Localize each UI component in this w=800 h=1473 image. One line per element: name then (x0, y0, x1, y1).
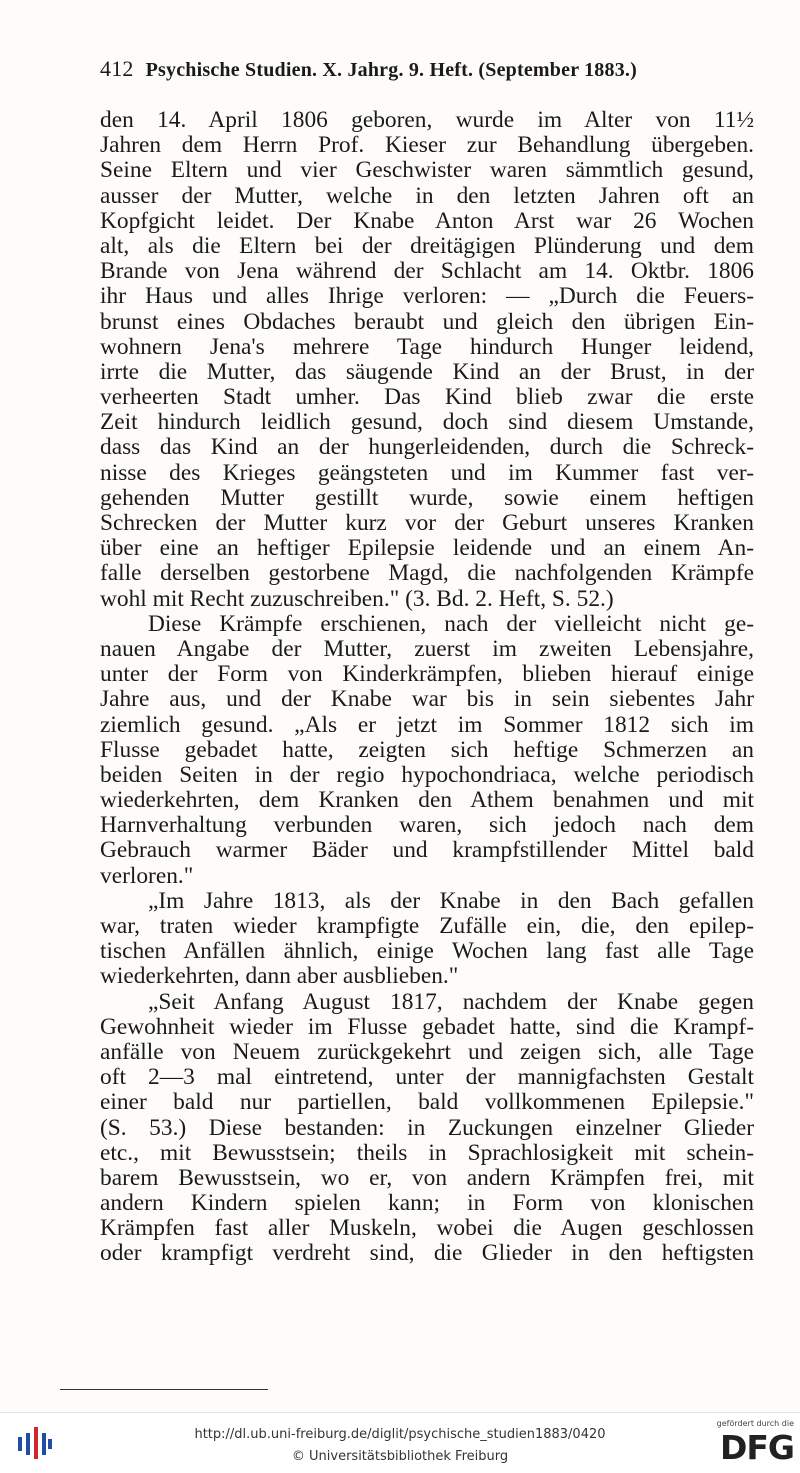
text-line: Gewohnheit wieder im Flusse gebadet hatte, sind die Krampf- (100, 1014, 754, 1040)
text-line: andern Kindern spielen kann; in Form von klonischen (100, 1191, 754, 1217)
text-line: wohnern Jena's mehrere Tage hindurch Hunger leidend, (100, 334, 754, 360)
text-line: brunst eines Obdaches beraubt und gleich den übrigen Ein- (100, 309, 754, 335)
text-line: etc., mit Bewusstsein; theils in Sprachlosigkeit mit schein- (100, 1140, 754, 1166)
text-line: „Seit Anfang August 1817, nachdem der Knabe gegen (148, 989, 754, 1015)
text-line: dass das Kind an der hungerleidenden, durch die Schreck- (100, 435, 754, 461)
text-line: Jahre aus, und der Knabe war bis in sein siebentes Jahr (100, 687, 754, 713)
footer-url[interactable]: http://dl.ub.uni-freiburg.de/diglit/psychische_studien1883/0420 (194, 1427, 606, 1442)
text-line: anfälle von Neuem zurückgekehrt und zeigen sich, alle Tage (100, 1039, 754, 1065)
text-line: Krämpfen fast aller Muskeln, wobei die Augen geschlossen (100, 1216, 754, 1242)
text-line: war, traten wieder krampfigte Zufälle ein, die, den epilep- (100, 914, 754, 939)
text-line: über eine an heftiger Epilepsie leidende und an einem An- (100, 536, 754, 562)
text-line: „Im Jahre 1813, als der Knabe in den Bach gefallen (148, 888, 754, 914)
footer-bar (0, 1412, 800, 1473)
body-text (100, 108, 754, 1267)
text-line: falle derselben gestorbene Magd, die nachfolgenden Krämpfe (100, 561, 754, 587)
text-line: nauen Angabe der Mutter, zuerst im zweiten Lebensjahre, (100, 636, 754, 662)
dfg-logo-text: DFG (719, 1428, 794, 1467)
dfg-logo (702, 1419, 794, 1469)
running-head (100, 56, 740, 82)
text-line: barem Bewusstsein, wo er, von andern Krämpfen frei, mit (100, 1165, 754, 1191)
text-line: Flusse gebadet hatte, zeigten sich heftige Schmerzen an (100, 737, 754, 763)
text-line: ziemlich gesund. „Als er jetzt im Sommer 1812 sich im (100, 712, 754, 738)
running-title: Psychische Studien. X. Jahrg. 9. Heft. (September 1883.) (145, 59, 637, 81)
text-line: unter der Form von Kinderkrämpfen, blieben hierauf einige (100, 662, 754, 688)
text-line: tischen Anfällen ähnlich, einige Wochen lang fast alle Tage (100, 939, 754, 965)
text-line: ausser der Mutter, welche in den letzten Jahren oft an (100, 183, 754, 209)
text-line: einer bald nur partiellen, bald vollkommenen Epilepsie." (100, 1090, 754, 1116)
text-line: Diese Krämpfe erschienen, nach der vielleicht nicht ge- (148, 611, 754, 637)
text-line: Seine Eltern und vier Geschwister waren sämmtlich gesund, (100, 158, 754, 184)
text-line: beiden Seiten in der regio hypochondriaca, welche periodisch (100, 762, 754, 788)
text-line: alt, als die Eltern bei der dreitägigen Plünderung und dem (100, 233, 754, 259)
text-line: ihr Haus und alles Ihrige verloren: — „Durch die Feuers- (100, 284, 754, 310)
text-line: oft 2—3 mal eintretend, unter der mannigfachsten Gestalt (100, 1065, 754, 1091)
text-line: Brande von Jena während der Schlacht am 14. Oktbr. 1806 (100, 259, 754, 285)
text-line: Zeit hindurch leidlich gesund, doch sind diesem Umstande, (100, 410, 754, 436)
text-line: wohl mit Recht zuzuschreiben." (3. Bd. 2. Heft, S. 52.) (100, 586, 614, 612)
text-line: Jahren dem Herrn Prof. Kieser zur Behandlung übergeben. (100, 133, 754, 159)
footnote-rule (60, 1389, 268, 1390)
text-line: irrte die Mutter, das säugende Kind an der Brust, in der (100, 359, 754, 385)
text-line: oder krampfigt verdreht sind, die Glieder in den heftigsten (100, 1241, 754, 1267)
text-line: wiederkehrten, dann aber ausblieben." (100, 964, 459, 990)
text-line: verheerten Stadt umher. Das Kind blieb zwar die erste (100, 385, 754, 411)
text-line: verloren." (100, 863, 194, 889)
text-line: Kopfgicht leidet. Der Knabe Anton Arst war 26 Wochen (100, 208, 754, 234)
text-line: Harnverhaltung verbunden waren, sich jedoch nach dem (100, 813, 754, 839)
page-number: 412 (100, 56, 134, 81)
dfg-funding-note: gefördert durch die (716, 1419, 794, 1428)
text-line: Gebrauch warmer Bäder und krampfstillender Mittel bald (100, 838, 754, 864)
text-line: (S. 53.) Diese bestanden: in Zuckungen einzelner Glieder (100, 1115, 754, 1141)
text-line: Schrecken der Mutter kurz vor der Geburt unseres Kranken (100, 511, 754, 536)
footer-copyright: © Universitätsbibliothek Freiburg (291, 1449, 509, 1464)
text-line: den 14. April 1806 geboren, wurde im Alter von 11½ (100, 108, 754, 133)
text-line: gehenden Mutter gestillt wurde, sowie einem heftigen (100, 485, 754, 511)
text-line: wiederkehrten, dem Kranken den Athem benahmen und mit (100, 788, 754, 814)
text-line: nisse des Krieges geängsteten und im Kummer fast ver- (100, 460, 754, 486)
